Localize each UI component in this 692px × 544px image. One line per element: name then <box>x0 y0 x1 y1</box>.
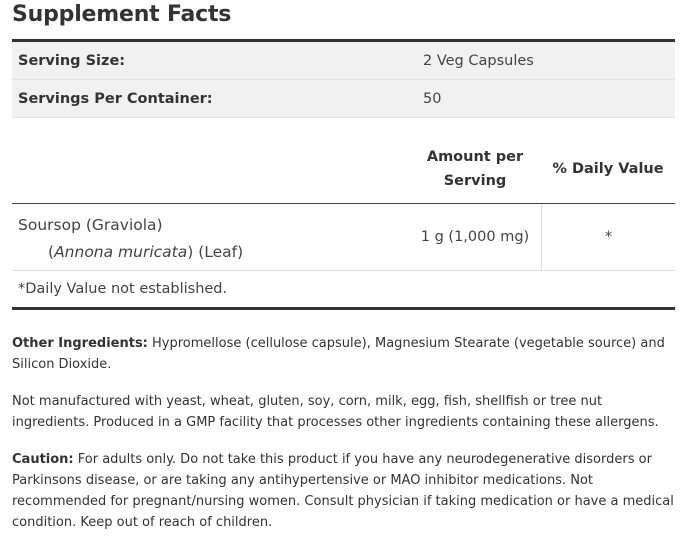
ingredient-latin-name: (Annona muricata) (Leaf) <box>48 243 244 261</box>
caution-text: For adults only. Do not take this product if you have any neurodegenerative disorders or Parkinsons disease, or are taking any antihypertensive or MAO inhibitor medications. Not recommended for pregnant/nursing women. Consult physician if taking medication or have a medical condition. Keep out of reach of children. <box>12 452 674 530</box>
supplement-facts-table <box>12 39 675 310</box>
serving-size-row <box>12 42 675 80</box>
servings-per-container-value: 50 <box>423 90 442 107</box>
servings-per-container-row <box>12 80 675 118</box>
ingredient-amount: 1 g (1,000 mg) <box>409 204 542 270</box>
servings-per-container-label: Servings Per Container: <box>18 90 213 107</box>
ingredient-common-name: Soursop (Graviola) <box>18 216 163 234</box>
serving-size-value: 2 Veg Capsules <box>423 52 534 69</box>
other-ingredients-label: Other Ingredients: <box>12 336 148 351</box>
amount-header-line1: Amount per <box>426 148 524 165</box>
ingredient-row <box>12 204 675 271</box>
other-ingredients-text: Hypromellose (cellulose capsule), Magnesium Stearate (vegetable source) and Silicon Dioxide. <box>12 336 665 372</box>
caution-note <box>12 449 677 533</box>
caution-label: Caution: <box>12 452 74 467</box>
ingredient-name <box>12 204 409 270</box>
daily-value-header: % Daily Value <box>552 160 664 177</box>
daily-value-footnote: *Daily Value not established. <box>18 281 228 297</box>
serving-size-label: Serving Size: <box>18 52 126 69</box>
bottom-rule <box>12 307 675 310</box>
amount-per-serving-header <box>409 145 541 193</box>
page-title: Supplement Facts <box>12 2 232 27</box>
other-ingredients <box>12 333 677 375</box>
allergen-note: Not manufactured with yeast, wheat, gluten, soy, corn, milk, egg, fish, shellfish or tree nut ingredients. Produced in a GMP facility that processes other ingredients containing these allergens. <box>12 394 659 430</box>
column-header-row <box>12 118 675 204</box>
amount-header-line2: Serving <box>443 172 507 189</box>
ingredient-daily-value: * <box>604 229 613 245</box>
